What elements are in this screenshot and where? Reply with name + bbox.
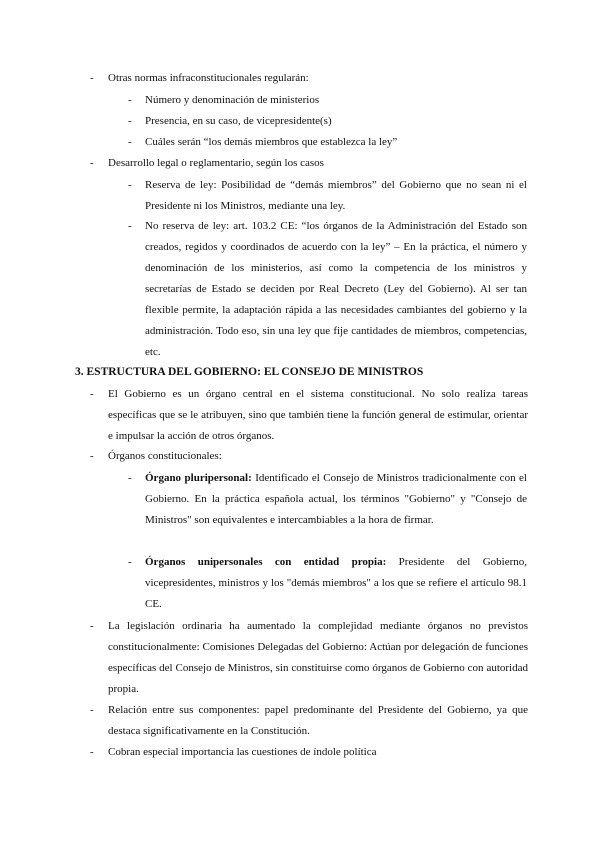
sub-list-item: Cuáles serán “los demás miembros que establezca la ley” — [145, 136, 398, 148]
list-item: Relación entre sus componentes: papel predominante del Presidente del Gobierno, ya que destaca significativamente en la Constitución. — [108, 704, 528, 737]
list-item: La legislación ordinaria ha aumentado la complejidad mediante órganos no previstos constitucionalmente: Comisiones Delegadas del Gobierno: Actúan por delegación de funciones específicas del Consejo de Ministros, sin constituirse como órganos de Gobierno con autoridad propia. — [108, 620, 528, 695]
list-item: Cobran especial importancia las cuestiones de índole política — [108, 746, 377, 758]
term-description: Presidente del Gobierno, vicepresidentes, ministros y los "demás miembros" a los que se refiere el artículo 98.1 CE. — [145, 556, 527, 610]
term-label: Órganos unipersonales con entidad propia: — [145, 556, 387, 568]
term-label: Órgano pluripersonal: — [145, 472, 252, 484]
sub-bullet-dash: - — [128, 94, 132, 106]
list-item: Desarrollo legal o reglamentario, según los casos — [108, 157, 324, 169]
sub-bullet-dash: - — [128, 472, 132, 484]
list-item: El Gobierno es un órgano central en el sistema constitucional. No solo realiza tareas específicas que se le atribuyen, sino que también tiene la función general de estimular, orientar e impulsar la acción de otros órganos. — [108, 388, 528, 442]
sub-list-item — [145, 468, 527, 531]
sub-bullet-dash: - — [128, 179, 132, 191]
bullet-dash: - — [90, 388, 94, 400]
sub-list-item: Reserva de ley: Posibilidad de “demás miembros” del Gobierno que no sean ni el Presidente ni los Ministros, mediante una ley. — [145, 179, 527, 212]
bullet-dash: - — [90, 450, 94, 462]
term-description: Identificado el Consejo de Ministros tradicionalmente con el Gobierno. En la práctica española actual, los términos "Gobierno" y "Consejo de Ministros" son equivalentes e intercambiables a la hora de firmar. — [145, 472, 527, 526]
sub-list-item: Presencia, en su caso, de vicepresidente(s) — [145, 115, 332, 127]
sub-list-item: Número y denominación de ministerios — [145, 94, 320, 106]
sub-bullet-dash: - — [128, 115, 132, 127]
list-item: Órganos constitucionales: — [108, 450, 222, 462]
bullet-dash: - — [90, 72, 94, 84]
bullet-dash: - — [90, 157, 94, 169]
bullet-dash: - — [90, 746, 94, 758]
bullet-dash: - — [90, 704, 94, 716]
sub-list-item: No reserva de ley: art. 103.2 CE: “los órganos de la Administración del Estado son creados, regidos y coordinados de acuerdo con la ley” – En la práctica, el número y denominación de los ministerios, así como la competencia de los ministros y secretarías de Estado se deciden por Real Decreto (Ley del Gobierno). Al ser tan flexible permite, la adaptación rápida a las necesidades cambiantes del gobierno y la administración. Todo eso, sin una ley que fije cantidades de miembros, competencias, etc. — [145, 220, 527, 358]
sub-bullet-dash: - — [128, 136, 132, 148]
list-item: Otras normas infraconstitucionales regularán: — [108, 72, 309, 84]
sub-list-item — [145, 552, 527, 615]
sub-bullet-dash: - — [128, 220, 132, 232]
sub-bullet-dash: - — [128, 556, 132, 568]
section-heading: 3. ESTRUCTURA DEL GOBIERNO: EL CONSEJO DE MINISTROS — [75, 366, 424, 378]
bullet-dash: - — [90, 620, 94, 632]
